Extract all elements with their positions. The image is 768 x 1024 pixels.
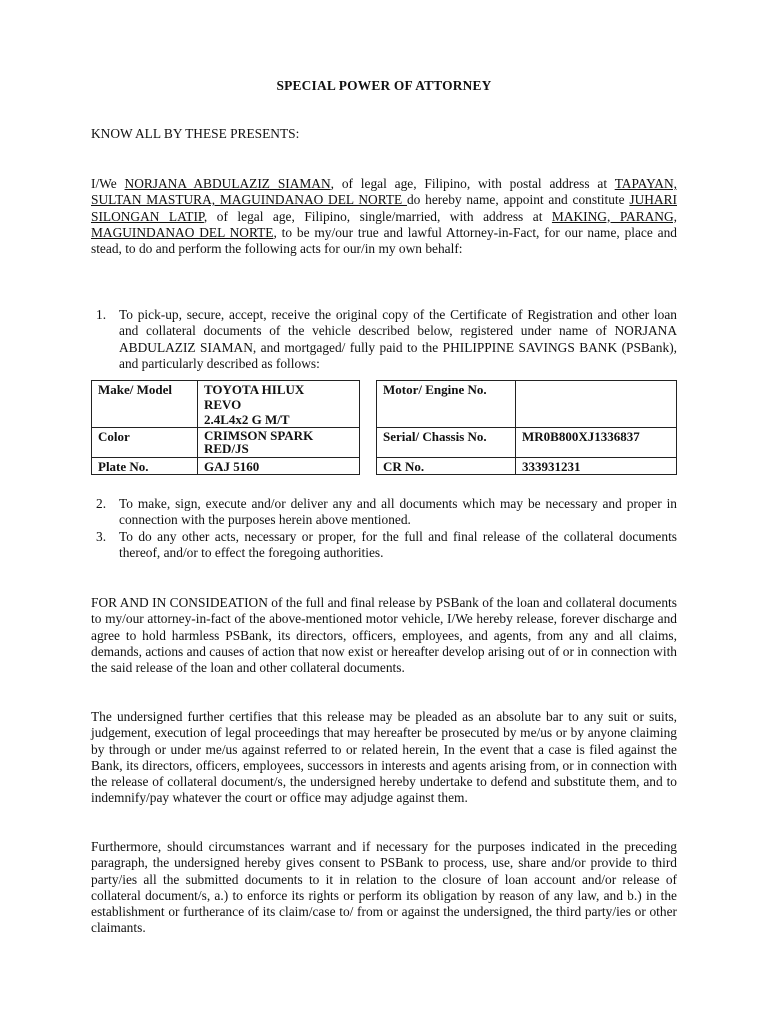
attorney-name: JUHARI SILONGAN LATIP bbox=[91, 192, 677, 224]
table-row bbox=[92, 428, 360, 458]
make-model-line: 2.4L4x2 G M/T bbox=[204, 412, 290, 427]
certification-paragraph: The undersigned further certifies that this release may be pleaded as an absolute bar to any suit or suits, judgement, execution of legal proceedings that may hereafter be prosecuted by me/us or by anyone claiming by through or under me/us against referred to or related herein, In the event that a case is filed against the Bank, its directors, officers, employees, successors in interests and agents arising from, or in connection with the release of collateral document/s, the undersigned hereby undertake to defend and substitute them, and to indemnify/pay whatever the court or office may adjudge against them. bbox=[91, 709, 677, 806]
engine-value bbox=[516, 381, 677, 428]
list-item bbox=[91, 307, 677, 372]
color-value bbox=[198, 428, 360, 458]
attorney-address: MAKING, PARANG, MAGUINDANAO DEL NORTE bbox=[91, 208, 677, 240]
intro-text-4: , of legal age, Filipino, single/married, with address at bbox=[203, 208, 552, 224]
vehicle-table-left bbox=[91, 380, 360, 475]
list-item-number: 1. bbox=[96, 307, 107, 322]
list-item bbox=[91, 496, 677, 529]
make-model-value bbox=[198, 381, 360, 428]
list-item bbox=[91, 529, 677, 562]
cr-label: CR No. bbox=[377, 458, 516, 475]
table-row bbox=[377, 428, 677, 458]
authority-list-item-1 bbox=[91, 307, 677, 372]
principal-name: NORJANA ABDULAZIZ SIAMAN bbox=[124, 176, 331, 191]
authority-list-items-2-3 bbox=[91, 496, 677, 561]
make-model-line: REVO bbox=[204, 397, 242, 412]
plate-label: Plate No. bbox=[92, 458, 198, 475]
intro-text-2: , of legal age, Filipino, with postal address at bbox=[330, 176, 615, 191]
intro-paragraph bbox=[91, 176, 677, 257]
table-row bbox=[92, 381, 360, 428]
plate-value: GAJ 5160 bbox=[198, 458, 360, 475]
table-row bbox=[377, 458, 677, 475]
intro-text-5: , to be my/our true and lawful Attorney-in-Fact, for our name, place and stead, to do and perform the following acts for our/in my own behalf: bbox=[91, 224, 678, 257]
consideration-paragraph: FOR AND IN CONSIDEATION of the full and final release by PSBank of the loan and collateral documents to my/our attorney-in-fact of the above-mentioned motor vehicle, I/We hereby release, forever discharge and agree to hold harmless PSBank, its directors, officers, employees, and agents, from any and all claims, demands, actions and causes of action that now exist or hereafter develop arising out of or in connection with the said release of the loan and other collateral documents. bbox=[91, 595, 677, 676]
make-model-label: Make/ Model bbox=[92, 381, 198, 428]
principal-address: TAPAYAN, SULTAN MASTURA, MAGUINDANAO DEL NORTE bbox=[91, 176, 677, 208]
color-line: CRIMSON SPARK bbox=[204, 428, 314, 443]
engine-label: Motor/ Engine No. bbox=[377, 381, 516, 428]
document-title: SPECIAL POWER OF ATTORNEY bbox=[276, 78, 492, 93]
serial-value: MR0B800XJ1336837 bbox=[516, 428, 677, 458]
vehicle-table-right bbox=[376, 380, 677, 475]
list-item-number: 3. bbox=[96, 528, 107, 544]
know-all-heading: KNOW ALL BY THESE PRESENTS: bbox=[91, 126, 300, 141]
list-item-text: To do any other acts, necessary or proper, for the full and final release of the collateral documents thereof, and/or to effect the foregoing authorities. bbox=[119, 528, 677, 560]
table-row bbox=[377, 381, 677, 428]
list-item-text: To pick-up, secure, accept, receive the original copy of the Certificate of Registration and other loan and collateral documents of the vehicle described below, registered under name of NORJANA ABDULAZIZ SIAMAN, and mortgaged/ fully paid to the PHILIPPINE SAVINGS BANK (PSBank), and particularly described as follows: bbox=[119, 307, 677, 371]
intro-text-1: I/We bbox=[91, 176, 125, 191]
list-item-text: To make, sign, execute and/or deliver any and all documents which may be necessary and proper in connection with the purposes herein above mentioned. bbox=[119, 496, 677, 528]
cr-value: 333931231 bbox=[516, 458, 677, 475]
make-model-line: TOYOTA HILUX bbox=[204, 382, 305, 397]
intro-text-3: do hereby name, appoint and constitute bbox=[406, 192, 630, 208]
serial-label: Serial/ Chassis No. bbox=[377, 428, 516, 458]
list-item-number: 2. bbox=[96, 496, 107, 511]
table-row bbox=[92, 458, 360, 475]
color-label: Color bbox=[92, 428, 198, 458]
consent-paragraph: Furthermore, should circumstances warrant and if necessary for the purposes indicated in the preceding paragraph, the undersigned hereby gives consent to PSBank to process, use, share and/or provide to third party/ies all the submitted documents to it in relation to the closure of loan account and/or release of collateral document/s, a.) to enforce its rights or perform its obligation by reason of any law, and b.) in the establishment or furtherance of its claim/case to/ from or against the undersigned, the third party/ies or other claimants. bbox=[91, 839, 677, 936]
color-line: RED/JS bbox=[204, 441, 249, 456]
